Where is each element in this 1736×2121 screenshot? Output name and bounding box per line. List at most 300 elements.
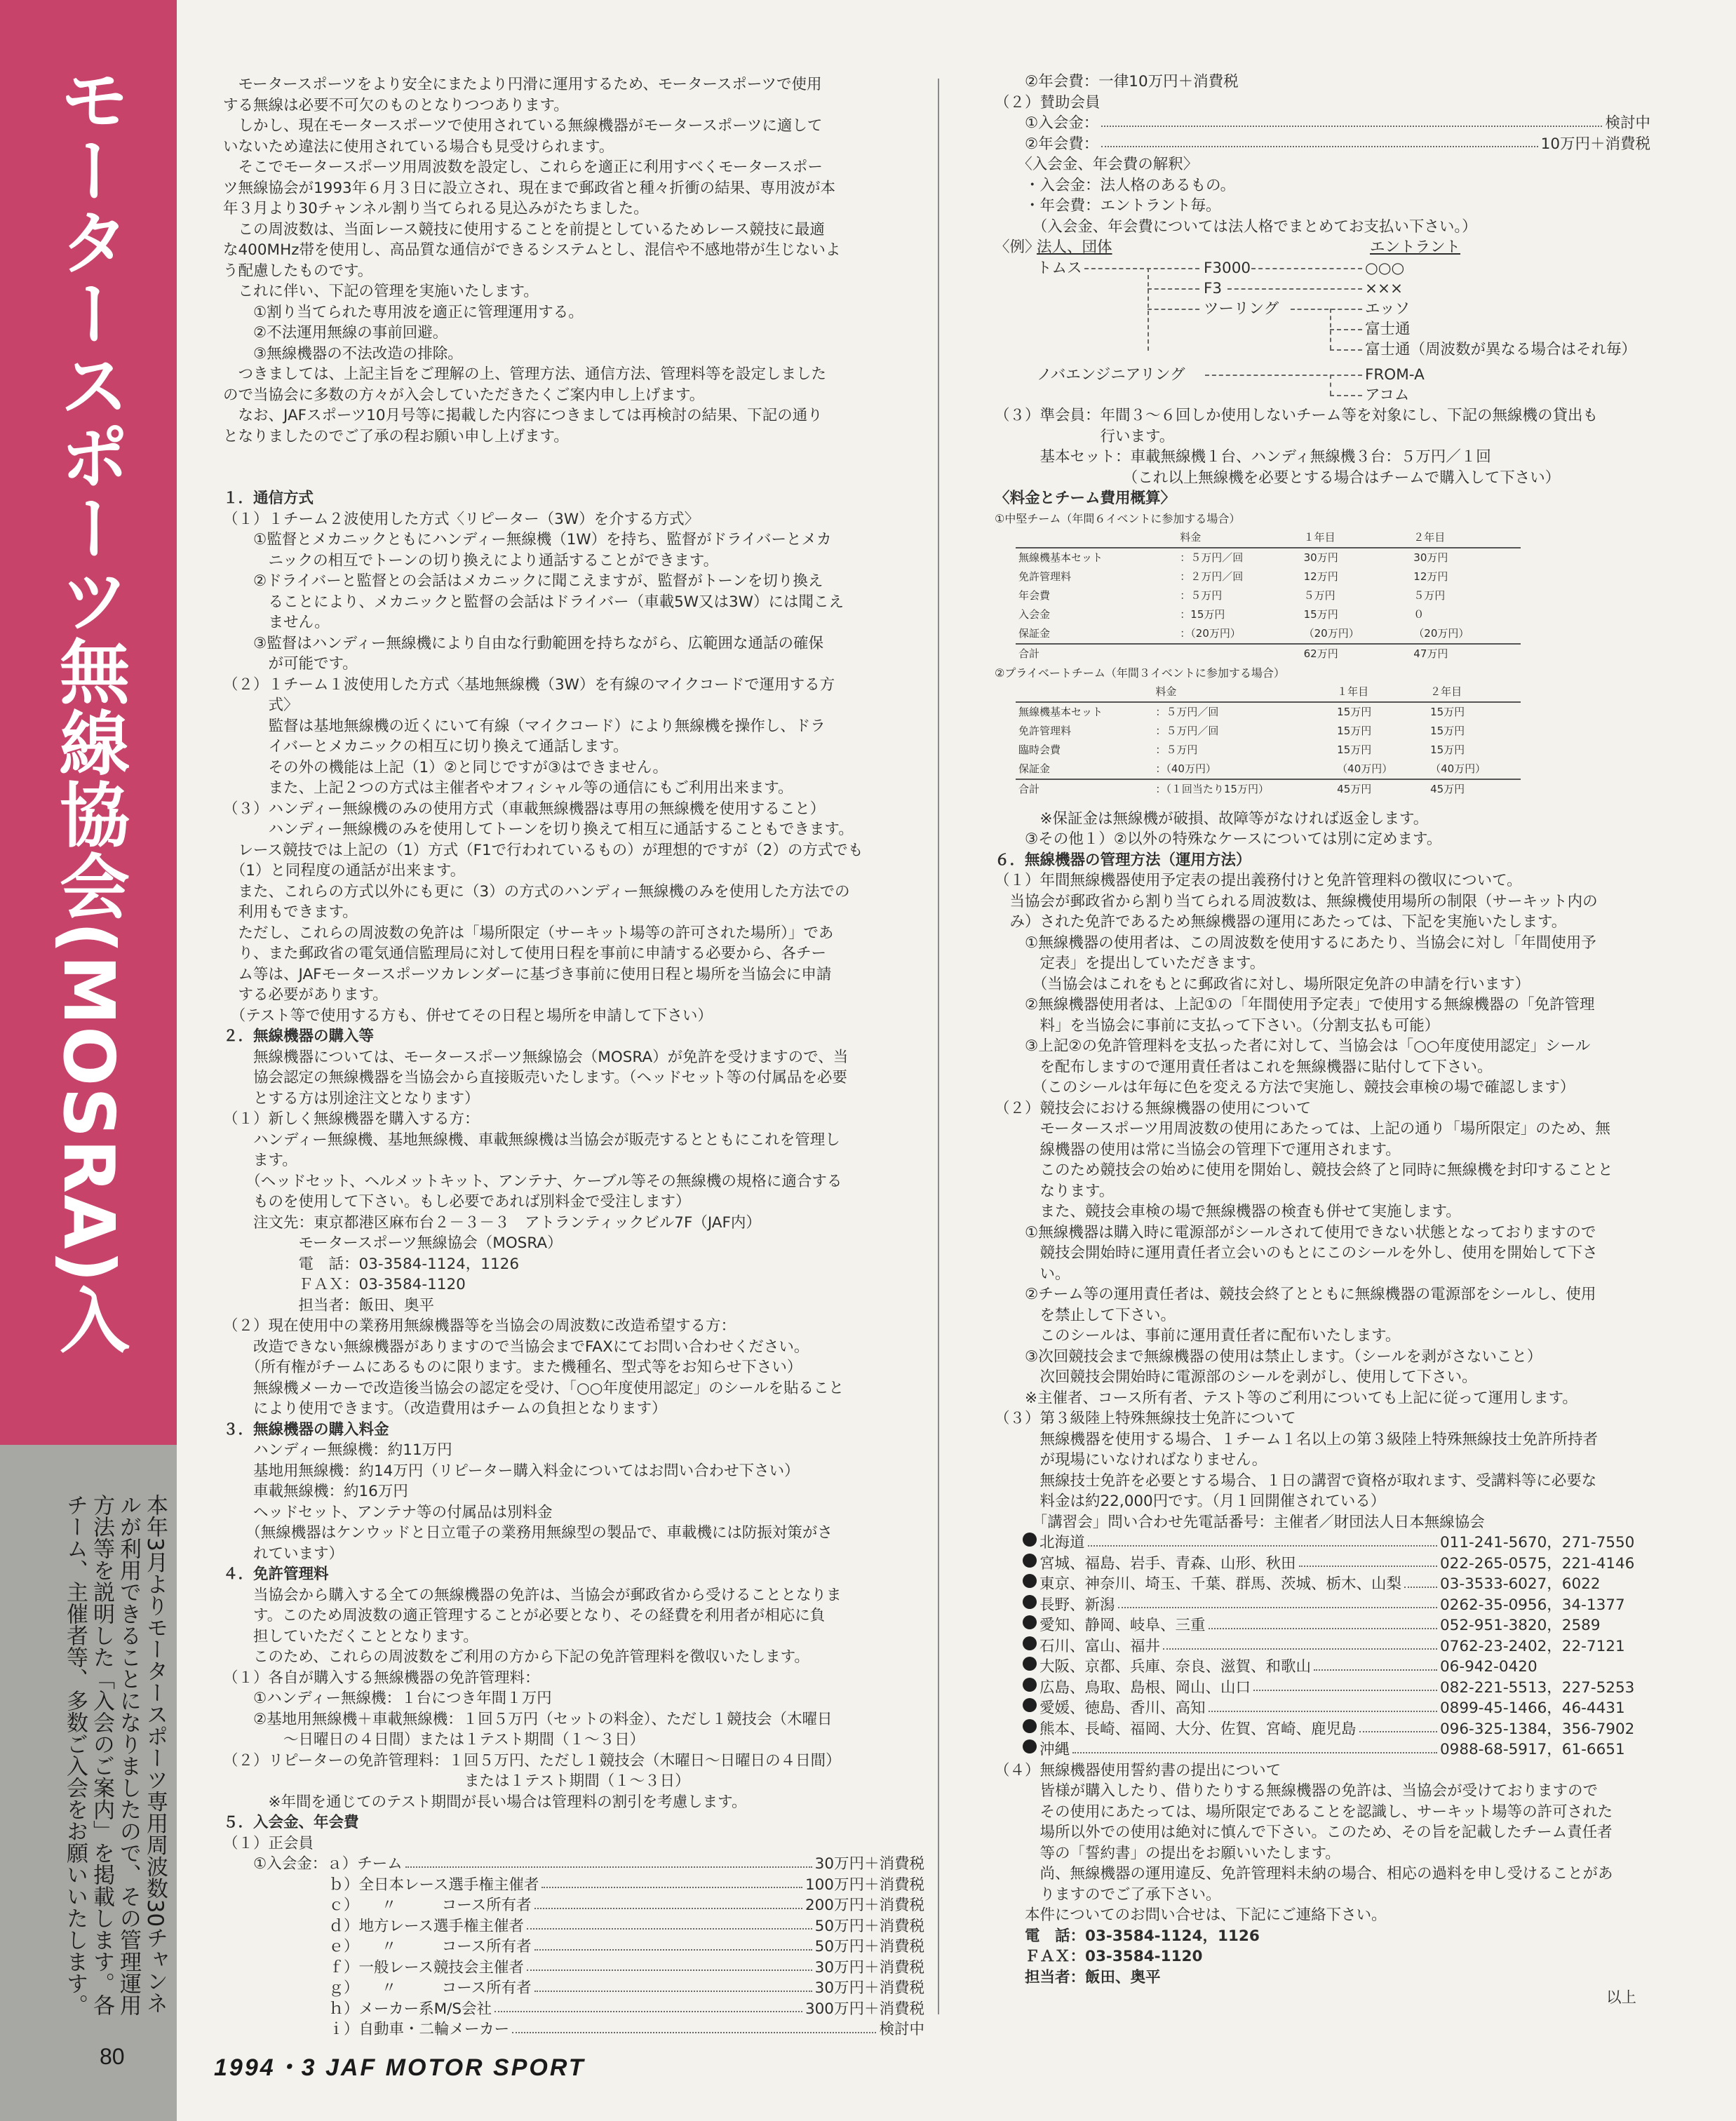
table-cell: １年目 <box>1303 530 1335 544</box>
text-line: （２）現在使用中の業務用無線機器等を当協会の周波数に改造希望する方： <box>223 1317 736 1335</box>
section-body <box>223 1440 924 1564</box>
text-line: （１）新しく無線機器を購入する方： <box>223 1110 480 1128</box>
fee-label: ｂ）全日本レース選手権主催者 <box>223 1876 539 1894</box>
text-line: 監督は基地無線機の近くにいて有線（マイクコード）により無線機を操作し、ドラ <box>223 717 826 735</box>
table-cell <box>1016 682 1152 702</box>
text-line: （テスト等で使用する方も、併せてその日程と場所を申請して下さい） <box>223 1006 713 1025</box>
text-line: ニックの相互でトーンの切り換えにより通話することができます。 <box>223 551 719 570</box>
bullet-icon <box>1023 1719 1037 1733</box>
text-line: 担当者：飯田、奥平 <box>223 1296 435 1314</box>
table-row <box>1016 741 1521 760</box>
table-cell: ０ <box>1413 607 1425 621</box>
phone-number: 03-3533-6027，6022 <box>1440 1575 1601 1593</box>
tree-node: ××× <box>1365 280 1404 297</box>
table-cell: 15万円 <box>1303 607 1338 621</box>
table-cell: 無線機基本セット <box>1016 702 1152 722</box>
fee-label: ｉ）自動車・二輪メーカー <box>223 2021 510 2038</box>
phone-row <box>995 1615 1650 1636</box>
text-line: なります。 <box>995 1182 1115 1200</box>
table-cell: 合計 <box>1016 779 1152 799</box>
table-cell: （40万円） <box>1337 762 1393 775</box>
phone-number: 0262-35-0956，34-1377 <box>1440 1596 1625 1614</box>
bullet-icon <box>1023 1595 1037 1609</box>
fee-row <box>995 113 1650 134</box>
table-row <box>1016 779 1521 799</box>
bullet-icon <box>1023 1533 1037 1547</box>
tree-header-corp: 法人、団体 <box>1037 238 1112 256</box>
text-line: （このシールは年毎に色を変える方法で実施し、競技会車検の場で確認します） <box>995 1079 1575 1096</box>
phone-region: 大阪、京都、兵庫、奈良、滋賀、和歌山 <box>1039 1658 1312 1676</box>
table-row <box>1016 702 1521 722</box>
text-line: また、競技会車検の場で無線機器の検査も併せて実施します。 <box>995 1203 1461 1220</box>
bullet-icon <box>1023 1574 1037 1588</box>
text-line: 皆様が購入したり、借りたりする無線機器の免許は、当協会が受けておりますので <box>995 1782 1599 1800</box>
table-cell: 30万円 <box>1411 548 1521 567</box>
phone-region: 広島、鳥取、島根、岡山、山口 <box>1039 1678 1251 1697</box>
text-line: ので当協会に多数の方々が入会していただきたくご案内申し上げます。 <box>223 386 705 404</box>
phone-region: 東京、神奈川、埼玉、千葉、群馬、茨城、栃木、山梨 <box>1039 1575 1402 1593</box>
table-cell: １年目 <box>1337 685 1369 698</box>
phone-number: 06-942-0420 <box>1440 1658 1537 1676</box>
text-line: なお、JAFスポーツ10月号等に掲載した内容につきましては再検討の結果、下記の通り <box>223 407 823 424</box>
text-line: ①割り当てられた専用波を適正に管理運用する。 <box>223 303 584 321</box>
text-line: する無線は必要不可欠のものとなりつつあります。 <box>223 96 569 114</box>
text-line: ②ドライバーと監督との会話はメカニックに聞こえますが、監督がトーンを切り換え <box>223 572 823 590</box>
tree-node: ○○○ <box>1365 260 1405 277</box>
phone-region: 北海道 <box>1039 1534 1085 1551</box>
column-divider <box>938 79 939 2014</box>
text-line: ただし、これらの周波数の免許は「場所限定（サーキット場等の許可された場所）」であ <box>223 924 834 942</box>
text-line: （１）１チーム２波使用した方式〈リピーター（3W）を介する方式〉 <box>223 510 700 528</box>
text-line: ③その他１）②以外の特殊なケースについては別に定めます。 <box>995 830 1442 848</box>
text-line: 無線技士免許を必要とする場合、１日の講習で資格が取れます、受講料等に必要な <box>995 1472 1597 1490</box>
table-row <box>1016 644 1521 664</box>
text-line: （所有権がチームにあるものに限ります。また機種名、型式等をお知らせ下さい） <box>223 1359 802 1376</box>
text-line: 尚、無線機器の運用違反、免許管理料未納の場合、相応の過料を申し受けることがあ <box>995 1865 1613 1883</box>
section-body <box>995 870 1650 1533</box>
text-line: 等の「誓約書」の提出をお願いいたします。 <box>995 1844 1340 1862</box>
fee-value: 100万円＋消費税 <box>805 1876 924 1894</box>
left-column <box>223 74 924 2040</box>
text-line: ②不法運用無線の事前回避。 <box>223 324 448 342</box>
text-line: ①無線機器は購入時に電源部がシールされて使用できない状態となっておりますので <box>995 1223 1596 1241</box>
text-line: しかし、現在モータースポーツで使用されている無線機器がモータースポーツに適して <box>223 117 823 135</box>
text-line: ②基地用無線機＋車載無線機：１回５万円（セットの料金）、ただし１競技会（木曜日 <box>223 1710 833 1728</box>
text-line: 基本セット：車載無線機１台、ハンディ無線機３台：５万円／１回 <box>995 448 1491 466</box>
phone-row <box>995 1698 1650 1719</box>
fee-label: ｇ） 〃 コース所有者 <box>223 1979 532 1997</box>
table-cell: 15万円 <box>1337 724 1372 737</box>
text-line: ①ハンディー無線機：１台につき年間１万円 <box>223 1690 552 1707</box>
section-body <box>995 405 1650 488</box>
text-line: 当協会から購入する全ての無線機器の免許は、当協会が郵政省から受けることとなりま <box>223 1586 842 1604</box>
text-line: （１）各自が購入する無線機器の免許管理料： <box>223 1669 540 1687</box>
phone-row <box>995 1554 1650 1575</box>
text-line: 行います。 <box>995 427 1175 445</box>
text-line: また、上記２つの方式は主催者やオフィシャル等の通信にもご利用出来ます。 <box>223 779 793 797</box>
table-cell: ：５万円／回 <box>1152 702 1334 722</box>
text-line: 当協会が郵政省から割り当てられる周波数は、無線機使用場所の制限（サーキット内の <box>995 892 1598 910</box>
text-line: （当協会はこれをもとに郵政省に対し、場所限定免許の申請を行います） <box>995 975 1530 993</box>
bullet-icon <box>1023 1636 1037 1650</box>
table-cell: ：（20万円） <box>1180 626 1241 640</box>
text-line: とする方は別途注文となります） <box>223 1089 480 1107</box>
fee-value: 30万円＋消費税 <box>814 1958 924 1977</box>
section-body <box>223 1585 924 1813</box>
fee-label: ｅ） 〃 コース所有者 <box>223 1938 532 1955</box>
text-line: 無線機器については、モータースポーツ無線協会（MOSRA）が免許を受けますので、当 <box>223 1048 849 1066</box>
table-cell: （20万円） <box>1413 626 1469 640</box>
text-line: 場所以外での使用は絶対に慎んで下さい。このため、その旨を記載したチーム責任者 <box>995 1824 1613 1841</box>
text-line: により使用できます。（改造費用はチームの負担となります） <box>223 1400 667 1418</box>
section-body <box>995 809 1650 850</box>
fee-label: ｄ）地方レース選手権主催者 <box>223 1917 524 1935</box>
tree-node: 富士通 <box>1365 321 1411 338</box>
text-line: ③無線機器の不法改造の排除。 <box>223 344 463 363</box>
text-line: ③上記②の免許管理料を支払った者に対して、当協会は「○○年度使用認定」シール <box>995 1037 1591 1055</box>
intro-paragraphs <box>223 74 924 447</box>
text-line: ＦＡＸ：03-3584-1120 <box>223 1276 466 1293</box>
table-cell: 保証金 <box>1018 626 1051 640</box>
tree-node: アコム <box>1365 386 1410 404</box>
section-heading: ２．無線機器の購入等 <box>223 1028 375 1045</box>
text-line: 担当者：飯田、奥平 <box>995 1968 1161 1986</box>
magazine-footer: 1994・3 JAF MOTOR SPORT <box>214 2054 586 2081</box>
fee-value: 50万円＋消費税 <box>814 1917 924 1935</box>
fee-label: ①入会金：ａ）チーム <box>223 1855 403 1873</box>
text-line: イバーとメカニックの相互に切り換えて通話します。 <box>223 738 628 755</box>
text-line: ③次回競技会まで無線機器の使用は禁止します。（シールを剥がさないこと） <box>995 1347 1542 1366</box>
tree-node: FROM-A <box>1365 366 1425 384</box>
tree-node: ツーリング <box>1204 300 1279 318</box>
table-cell <box>1016 528 1177 548</box>
section-heading: 〈料金とチーム費用概算〉 <box>995 490 1176 507</box>
fee-value: 30万円＋消費税 <box>814 1979 924 1997</box>
table-cell: 15万円 <box>1430 743 1465 756</box>
table-cell: ：５万円／回 <box>1177 548 1300 567</box>
text-line: ものを使用して下さい。もし必要であれば別料金で受注します） <box>223 1193 691 1211</box>
phone-region: 長野、新潟 <box>1039 1596 1115 1614</box>
text-line: （入会金、年会費については法人格でまとめてお支払い下さい。） <box>995 217 1477 236</box>
text-line: となりましたのでご了承の程お願い申し上げます。 <box>223 427 569 445</box>
fee-value: 検討中 <box>879 2021 924 2038</box>
section-heading: １．通信方式 <box>223 490 314 507</box>
text-line: または１テスト期間（１～３日） <box>223 1772 690 1790</box>
bullet-icon <box>1023 1554 1037 1568</box>
text-line: その使用にあたっては、場所限定であることを認識し、サーキット場等の許可された <box>995 1803 1613 1821</box>
text-line: ①監督とメカニックともにハンディー無線機（1W）を持ち、監督がドライバーとメカ <box>223 531 832 548</box>
text-line: いないため違法に使用されている場合も見受けられます。 <box>223 137 614 156</box>
phone-row <box>995 1657 1650 1678</box>
bullet-icon <box>1023 1657 1037 1671</box>
text-line: （４）無線機器使用誓約書の提出について <box>995 1761 1281 1779</box>
table-cell: 臨時会費 <box>1018 743 1061 756</box>
section-heading: ４．免許管理料 <box>223 1566 329 1583</box>
table-row <box>1016 586 1521 605</box>
text-line: これに伴い、下記の管理を実施いたします。 <box>223 283 539 300</box>
table-cell: （20万円） <box>1303 626 1359 640</box>
text-line: ③監督はハンディー無線機により自由な行動範囲を持ちながら、広範囲な通話の確保 <box>223 634 824 652</box>
fee-label: ｈ）メーカー系M/S会社 <box>223 2000 492 2018</box>
intro-text: 本年3月よりモータースポーツ専用周波数30チャンネルが利用できることになりましたので、その管理運用方法等を説明した「入会のご案内」を掲載します。各チーム、主催者等、多数ご入会をお願いいたします。 <box>62 1494 168 2016</box>
text-line: （３）ハンディー無線機のみの使用方式（車載無線機器は専用の無線機を使用すること） <box>223 800 826 818</box>
text-line: ・入会金：法人格のあるもの。 <box>995 176 1236 194</box>
fee-value: 300万円＋消費税 <box>805 2000 924 2018</box>
table-cell: 保証金 <box>1018 762 1051 775</box>
phone-number: 082-221-5513，227-5253 <box>1440 1678 1635 1697</box>
phone-number: 022-265-0575，221-4146 <box>1440 1554 1635 1573</box>
phone-row <box>995 1739 1650 1760</box>
section-body <box>223 509 924 1027</box>
text-line: （２）競技会における無線機器の使用について <box>995 1099 1312 1117</box>
text-line: （３）第３級陸上特殊無線技士免許について <box>995 1410 1296 1427</box>
text-line: する必要があります。 <box>223 986 388 1004</box>
text-line: （２）賛助会員 <box>995 93 1101 112</box>
text-line: （1）と同程度の通話が出来ます。 <box>223 862 466 880</box>
text-line: ハンディー無線機、基地無線機、車載無線機は当協会が販売するとともにこれを管理し <box>223 1131 840 1149</box>
table-cell: 15万円 <box>1337 743 1372 756</box>
table-cell: ５万円 <box>1413 588 1446 602</box>
text-line: 次回競技会開始時に電源部のシールを剥がし、使用して下さい。 <box>995 1368 1477 1386</box>
phone-number: 0988-68-5917，61-6651 <box>1440 1741 1625 1758</box>
text-line: 担していただくこととなります。 <box>223 1627 478 1645</box>
text-line: ②年会費：一律10万円＋消費税 <box>995 73 1239 90</box>
tree-node: F3000 <box>1204 260 1251 277</box>
fee-row <box>223 1999 924 2020</box>
fee-value: 200万円＋消費税 <box>805 1897 924 1914</box>
text-line: な400MHz帯を使用し、高品質な通信ができるシステムとし、混信や不感地帯が生じないよ <box>223 241 841 259</box>
table-cell: 無線機基本セット <box>1016 548 1177 567</box>
text-line: ハンディー無線機：約11万円 <box>223 1441 452 1459</box>
text-line: また、これらの方式以外にも更に（3）の方式のハンディー無線機のみを使用した方法での <box>223 882 850 901</box>
fee-row <box>995 134 1650 155</box>
table-cell: 12万円 <box>1303 570 1338 583</box>
text-line: ます。 <box>223 1152 297 1169</box>
text-line: （３）準会員：年間３～６回しか使用しないチーム等を対象にし、下記の無線機の貸出も <box>995 407 1599 424</box>
bullet-icon <box>1023 1698 1037 1712</box>
table-cell: 45万円 <box>1334 779 1427 799</box>
text-line: 競技会開始時に運用責任者立会いのもとにこのシールを外し、使用を開始して下さ <box>995 1244 1598 1262</box>
table-cell: 料金 <box>1180 530 1202 544</box>
cost-table-private-team <box>1016 682 1521 799</box>
section-body <box>995 154 1650 237</box>
text-line: 料金は約22,000円です。（月１回開催されている） <box>995 1493 1386 1510</box>
fee-row <box>223 1937 924 1958</box>
text-line: 本件についてのお問い合せは、下記にご連絡下さい。 <box>995 1906 1387 1924</box>
section-heading: ６．無線機器の管理方法（運用方法） <box>995 851 1251 869</box>
page-title: モータースポーツ無線協会(MOSRA)入 <box>48 63 130 1356</box>
text-line: ※保証金は無線機が破損、故障等がなければ返金します。 <box>995 809 1429 828</box>
table-row <box>1016 722 1521 741</box>
tree-node: 富士通（周波数が異なる場合はそれ毎） <box>1365 341 1637 358</box>
table-cell: 入会金 <box>1018 607 1051 621</box>
text-line: 電 話：03-3584-1124，1126 <box>223 1255 520 1273</box>
right-column <box>995 72 1650 2009</box>
text-line: 料」を当協会に事前に支払って下さい。（分割支払も可能） <box>995 1016 1440 1035</box>
phone-row <box>995 1533 1650 1554</box>
text-line: この周波数は、当面レース競技に使用することを前提としているためレース競技に最適 <box>223 220 825 238</box>
page-number: 80 <box>100 2044 125 2069</box>
fee-value: 10万円＋消費税 <box>1540 135 1650 153</box>
text-line: い。 <box>995 1265 1070 1283</box>
text-line: 利用もできます。 <box>223 903 358 921</box>
text-line: ～日曜日の４日間）または１テスト期間（１～３日） <box>223 1731 645 1749</box>
table-row <box>1016 548 1521 567</box>
table-cell: 47万円 <box>1411 644 1521 664</box>
phone-region: 沖縄 <box>1039 1741 1070 1758</box>
text-line: ＦＡＸ：03-3584-1120 <box>995 1948 1203 1965</box>
text-line: （１）年間無線機器使用予定表の提出義務付けと免許管理料の徴収について。 <box>995 872 1522 889</box>
text-line: ません。 <box>223 614 330 631</box>
table-cell: 15万円 <box>1334 702 1427 722</box>
text-line: このシールは、事前に運用責任者に配布いたします。 <box>995 1327 1401 1345</box>
phone-row <box>995 1678 1650 1699</box>
phone-region: 愛知、静岡、岐阜、三重 <box>1039 1617 1206 1634</box>
text-line: み）された免許であるため無線機器の運用にあたっては、下記を実施いたします。 <box>995 913 1567 931</box>
table-cell: ：５万円 <box>1180 588 1223 602</box>
section-body <box>995 1760 1650 1926</box>
phone-region: 石川、富山、福井 <box>1039 1637 1161 1655</box>
table-cell: ：15万円 <box>1180 607 1225 621</box>
text-line: り、また郵政省の電気通信監理局に対して使用日程を事前に申請する必要から、各チー <box>223 945 827 962</box>
fee-row <box>223 2019 924 2040</box>
text-line: ることにより、メカニックと監督の会話はドライバー（車載5W又は3W）には聞こえ <box>223 593 844 611</box>
tree-header-entrant: エントラント <box>1370 238 1461 256</box>
text-line: モータースポーツをより安全にまたより円滑に運用するため、モータースポーツで使用 <box>223 76 822 93</box>
bullet-icon <box>1023 1678 1037 1692</box>
table-cell: 免許管理料 <box>1018 570 1072 583</box>
table-cell: ２年目 <box>1413 530 1446 544</box>
text-line: 線機器の使用は常に当協会の管理下で運用されます。 <box>995 1140 1401 1159</box>
table-cell: ：２万円／回 <box>1180 570 1244 583</box>
phone-list <box>995 1533 1650 1760</box>
text-line: ム等は、JAFモータースポーツカレンダーに基づき事前に使用日程と場所を当協会に申請 <box>223 965 832 983</box>
table-cell: ：５万円 <box>1155 743 1198 756</box>
text-line: モータースポーツ用周波数の使用にあたっては、上記の通り「場所限定」のため、無 <box>995 1120 1610 1138</box>
text-line: ②チーム等の運用責任者は、競技会終了とともに無線機器の電源部をシールし、使用 <box>995 1286 1596 1303</box>
text-line: （ヘッドセット、ヘルメットキット、アンテナ、ケーブル等その無線機の規格に適合する <box>223 1172 842 1190</box>
fee-value: 検討中 <box>1605 114 1650 132</box>
table-cell: 30万円 <box>1301 548 1411 567</box>
text-line: ・年会費：エントラント毎。 <box>995 197 1221 215</box>
table-cell: 62万円 <box>1301 644 1411 664</box>
table-cell: ：（１回当たり15万円） <box>1152 779 1334 799</box>
text-line: 改造できない無線機器がありますので当協会までFAXにてお問い合わせください。 <box>223 1338 809 1356</box>
table-caption: ②プライベートチーム（年間３イベントに参加する場合） <box>995 666 1285 680</box>
text-line: 車載無線機：約16万円 <box>223 1483 408 1500</box>
end-mark: 以上 <box>1606 1989 1636 2007</box>
text-line: （これ以上無線機を必要とする場合はチームで購入して下さい） <box>995 469 1561 487</box>
tree-example: 〈例〉 <box>995 238 1040 256</box>
phone-number: 011-241-5670，271-7550 <box>1440 1534 1635 1551</box>
text-line: が可能です。 <box>223 655 358 673</box>
table-cell: ２年目 <box>1430 685 1462 698</box>
table-cell: 免許管理料 <box>1018 724 1072 737</box>
text-line: 無線機メーカーで改造後当協会の認定を受け、「○○年度使用認定」のシールを貼ること <box>223 1379 845 1397</box>
text-line: ※年間を通じてのテスト期間が長い場合は管理料の割引を考慮します。 <box>223 1793 747 1811</box>
fee-row <box>223 1854 924 1875</box>
section-heading: ３．無線機器の購入料金 <box>223 1420 389 1439</box>
phone-row <box>995 1636 1650 1657</box>
fee-label: ①入会金： <box>995 114 1099 132</box>
table-cell: 15万円 <box>1427 702 1521 722</box>
text-line: 年３月より30チャンネル割り当てられる見込みがたちました。 <box>223 200 649 217</box>
sub-heading: （１）正会員 <box>223 1834 314 1852</box>
text-line: そこでモータースポーツ用周波数を設定し、これらを適正に利用すべくモータースポー <box>223 159 823 176</box>
phone-region: 宮城、福島、岩手、青森、山形、秋田 <box>1039 1554 1296 1573</box>
table-cell: （40万円） <box>1430 762 1486 775</box>
tree-node: ノバエンジニアリング <box>1037 366 1185 384</box>
fee-list <box>223 1854 924 2040</box>
text-line: 無線機器を使用する場合、１チーム１名以上の第３級陸上特殊無線技士免許所持者 <box>995 1430 1599 1448</box>
phone-number: 0899-45-1466，46-4431 <box>1440 1699 1625 1717</box>
text-line: つきましては、上記主旨をご理解の上、管理方法、通信方法、管理料等を設定しました <box>223 365 827 383</box>
text-line: （無線機器はケンウッドと日立電子の業務用無線型の製品で、車載機には防振対策がさ <box>223 1524 833 1542</box>
bullet-icon <box>1023 1615 1037 1629</box>
text-line: す。このため周波数の適正管理することが必要となり、その経費を利用者が相応に負 <box>223 1607 826 1624</box>
table-cell: ５万円 <box>1303 588 1335 602</box>
entrant-tree-diagram <box>995 237 1650 405</box>
table-row <box>1016 624 1521 644</box>
text-line: ツ無線協会が1993年６月３日に設立され、現在まで郵政省と種々折衝の結果、専用波が本 <box>223 179 836 197</box>
fee-label: ｃ） 〃 コース所有者 <box>223 1897 532 1914</box>
phone-number: 096-325-1384，356-7902 <box>1440 1720 1635 1738</box>
table-cell: ：（40万円） <box>1155 762 1216 775</box>
text-line: が現場にいなければなりません。 <box>995 1451 1267 1469</box>
phone-number: 052-951-3820，2589 <box>1440 1617 1601 1634</box>
text-line: ①無線機器の使用者は、この周波数を使用するにあたり、当協会に対し「年間使用予 <box>995 934 1596 952</box>
table-cell: 合計 <box>1016 644 1177 664</box>
text-line: 定表」を提出していただきます。 <box>995 955 1265 972</box>
text-line: 協会認定の無線機器を当協会から直接販売いたします。（ヘッドセット等の付属品を必要 <box>223 1069 847 1086</box>
phone-row <box>995 1719 1650 1740</box>
text-line: このため、これらの周波数をご利用の方から下記の免許管理料を徴収いたします。 <box>223 1648 809 1666</box>
fee-row <box>223 1958 924 1979</box>
table-cell: 45万円 <box>1427 779 1521 799</box>
text-line: このため競技会の始めに使用を開始し、競技会終了と同時に無線機を封印することと <box>995 1162 1613 1179</box>
support-fee-list <box>995 113 1650 154</box>
text-line: を配布しますので運用責任者はこれを無線機器に貼付して下さい。 <box>995 1058 1493 1076</box>
text-line: レース競技では上記の（1）方式（F1で行われているもの）が理想的ですが（2）の方式でも <box>223 841 863 859</box>
cost-table-mid-team <box>1016 528 1521 664</box>
section-heading: ５．入会金、年会費 <box>223 1814 359 1831</box>
fee-row <box>223 1916 924 1937</box>
contact-block <box>995 1926 1650 1988</box>
text-line: ヘッドセット、アンテナ等の付属品は別料金 <box>223 1503 553 1521</box>
section-body <box>223 1047 924 1420</box>
table-cell <box>1177 644 1300 664</box>
table-row <box>1016 528 1521 548</box>
fee-row <box>223 1875 924 1896</box>
fee-value: 30万円＋消費税 <box>814 1855 924 1873</box>
text-line: う配慮したものです。 <box>223 262 373 280</box>
tree-node: トムス <box>1037 260 1082 277</box>
phone-row <box>995 1595 1650 1616</box>
phone-row <box>995 1574 1650 1595</box>
fee-value: 50万円＋消費税 <box>814 1938 924 1955</box>
text-line: （２）１チーム１波使用した方式〈基地無線機（3W）を有線のマイクコードで運用する方 <box>223 675 835 694</box>
text-line: モータースポーツ無線協会（MOSRA） <box>223 1234 563 1252</box>
table-cell: 年会費 <box>1018 588 1051 602</box>
tree-node: F3 <box>1204 280 1223 297</box>
text-line: ハンディー無線機のみを使用してトーンを切り換えて相互に通話することもできます。 <box>223 821 854 838</box>
table-cell: ：５万円／回 <box>1155 724 1219 737</box>
tree-node: エッソ <box>1365 300 1411 318</box>
phone-region: 愛媛、徳島、香川、高知 <box>1039 1699 1206 1717</box>
section-body <box>995 72 1650 113</box>
bullet-icon <box>1023 1739 1037 1753</box>
table-row <box>1016 760 1521 779</box>
